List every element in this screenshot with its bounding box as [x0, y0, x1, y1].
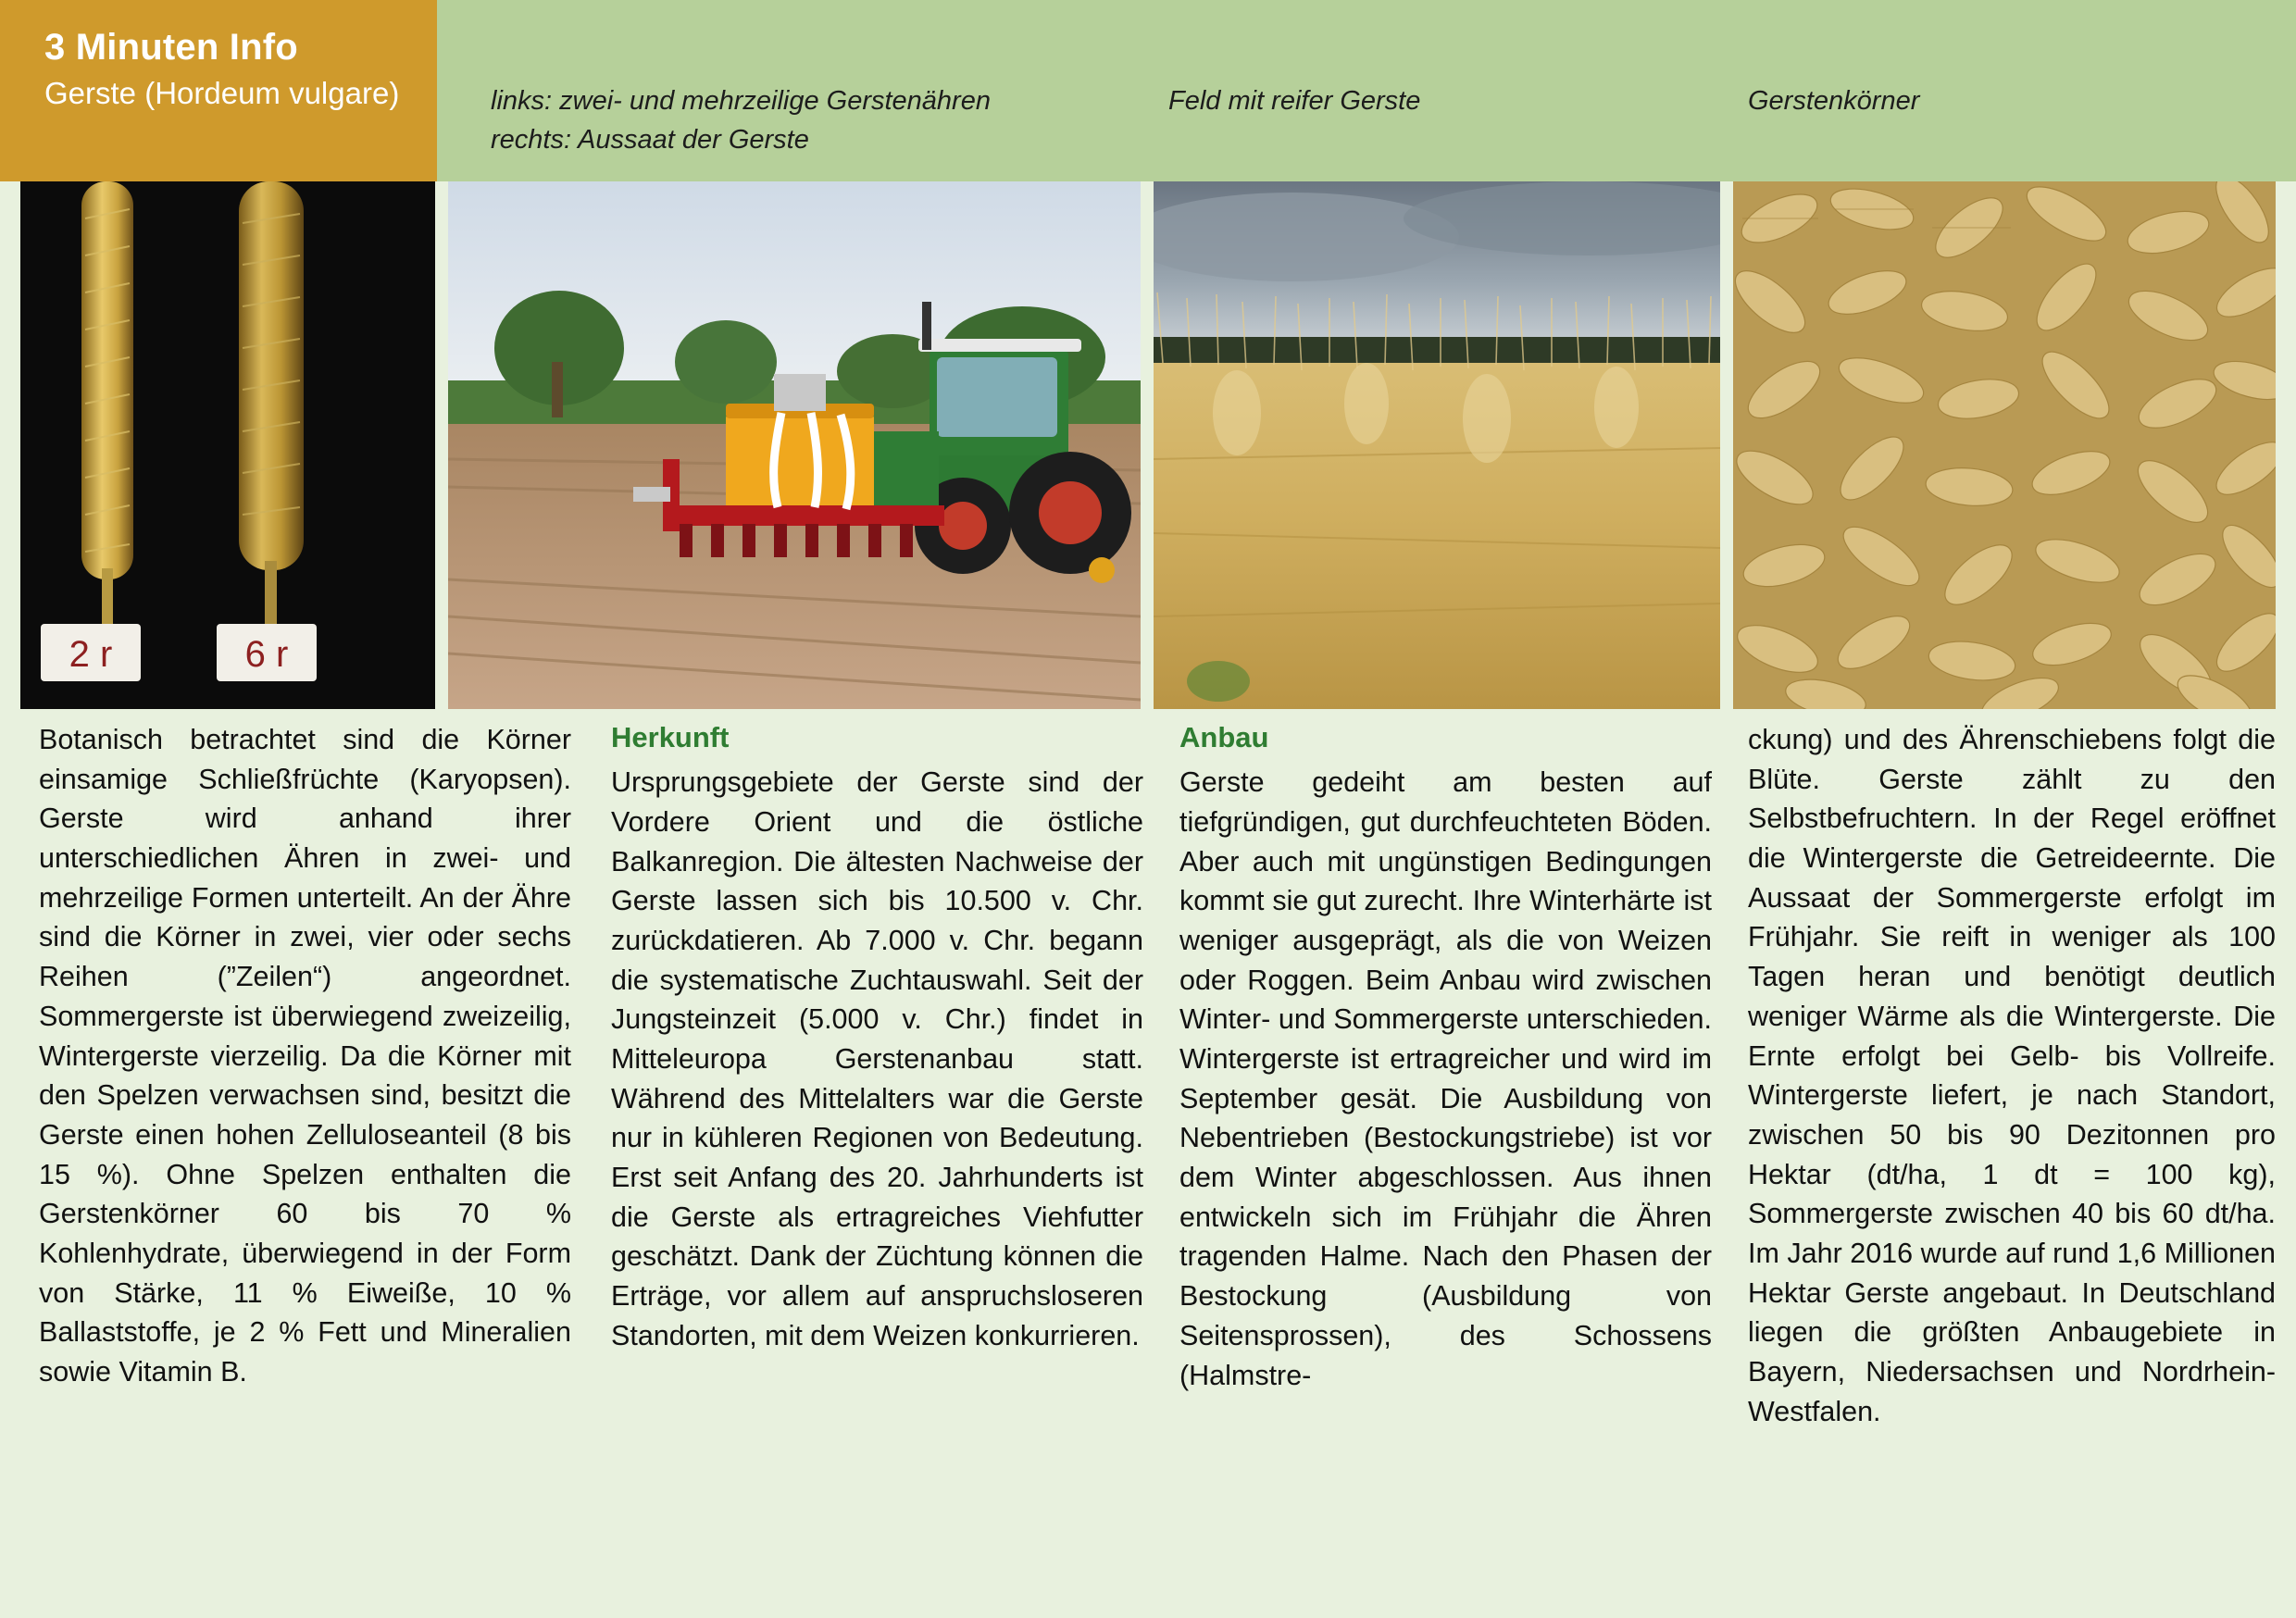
column-1	[39, 720, 571, 1392]
barley-ears-photo	[20, 181, 435, 709]
column-4-body: ckung) und des Ährenschiebens folgt die Blüte. Gerste zählt zu den Selbstbefruchtern. In der Regel eröffnet die Wintergerste die Getreideernte. Die Aussaat der Sommergerste erfolgt im Frühjahr. Sie reift in weniger als 100 Tagen heran und benötigt deutlich weniger Wärme als die Wintergerste. Die Ernte erfolgt bei Gelb- bis Vollreife. Wintergerste liefert, je nach Standort, zwischen 50 bis 90 Dezitonnen pro Hektar (dt/ha, 1 dt = 100 kg), Sommergerste zwischen 40 bis 60 dt/ha. Im Jahr 2016 wurde auf rund 1,6 Millionen Hektar Gerste angebaut. In Deutschland liegen die größten Anbaugebiete in Bayern, Niedersachsen und Nordrhein-Westfalen.	[1748, 724, 2276, 1427]
caption-image-4: Gerstenkörner	[1748, 86, 1920, 116]
header-band	[0, 0, 2296, 181]
seeding-tractor-photo	[448, 181, 1141, 709]
column-2-body: Ursprungsgebiete der Gerste sind der Vordere Orient und die östliche Balkanregion. Die ältesten Nachweise der Gerste lassen sich bis 10.500 v. Chr. zurückdatieren. Ab 7.000 v. Chr. begann die systematische Zuchtauswahl. Seit der Jungsteinzeit (5.000 v. Chr.) findet in Mitteleuropa Gerstenanbau statt. Während des Mittelalters war die Gerste nur in kühleren Regionen von Bedeutung. Erst seit Anfang des 20. Jahrhunderts ist die Gerste als ertragreiches Viehfutter geschätzt. Dank der Züchtung können die Erträge, vor allem auf anspruchsloseren Standorten, mit dem Weizen konkurrieren.	[611, 766, 1143, 1351]
column-1-body: Botanisch betrachtet sind die Körner einsamige Schließfrüchte (Karyopsen). Gerste wird anhand ihrer unterschiedlichen Ähren in zwei- und mehrzeilige Formen unterteilt. An der Ähre sind die Körner in zwei, vier oder sechs Reihen (”Zeilen“) angeordnet. Sommergerste ist überwiegend zweizeilig, Wintergerste vierzeilig. Da die Körner mit den Spelzen verwachsen sind, besitzt die Gerste einen hohen Zelluloseanteil (8 bis 15 %). Ohne Spelzen enthalten die Gerstenkörner 60 bis 70 % Kohlenhydrate, überwiegend in der Form von Stärke, 11 % Eiweiße, 10 % Ballaststoffe, je 2 % Fett und Mineralien sowie Vitamin B.	[39, 724, 571, 1388]
column-3	[1179, 720, 1712, 1395]
svg-text:6 r: 6 r	[244, 634, 289, 675]
column-3-heading: Anbau	[1179, 721, 1269, 753]
caption-image-3: Feld mit reifer Gerste	[1168, 86, 1421, 116]
barley-field-photo	[1154, 181, 1720, 709]
svg-text:2 r: 2 r	[69, 634, 113, 675]
title-box	[0, 0, 437, 181]
caption-images-1-2	[491, 81, 1139, 159]
column-3-body: Gerste gedeiht am besten auf tiefgründigen, gut durchfeuchteten Böden. Aber auch mit ungünstigen Bedingungen kommt sie gut zurecht. Ihre Winterhärte ist weniger ausgeprägt, als die von Weizen oder Roggen. Beim Anbau wird zwischen Winter- und Sommergerste unterschieden. Wintergerste ist ertragreicher und wird im September gesät. Die Ausbildung von Nebentrieben (Bestockungstriebe) ist vor dem Winter abgeschlossen. Aus ihnen entwickeln sich im Frühjahr die Ähren tragenden Halme. Nach den Phasen der Bestockung (Ausbildung von Seitensprossen), des Schossens (Halmstre-	[1179, 766, 1712, 1391]
column-2	[611, 720, 1143, 1356]
page-title: 3 Minuten Info	[44, 27, 298, 68]
photo-row	[0, 181, 2296, 709]
barley-grains-photo	[1733, 181, 2276, 709]
caption-line-left: links: zwei- und mehrzeilige Gerstenähren	[491, 86, 991, 116]
caption-line-right: rechts: Aussaat der Gerste	[491, 125, 809, 156]
column-4	[1748, 720, 2276, 1431]
column-2-heading: Herkunft	[611, 721, 730, 753]
text-columns	[0, 720, 2296, 1553]
page-subtitle: Gerste (Hordeum vulgare)	[44, 76, 400, 110]
